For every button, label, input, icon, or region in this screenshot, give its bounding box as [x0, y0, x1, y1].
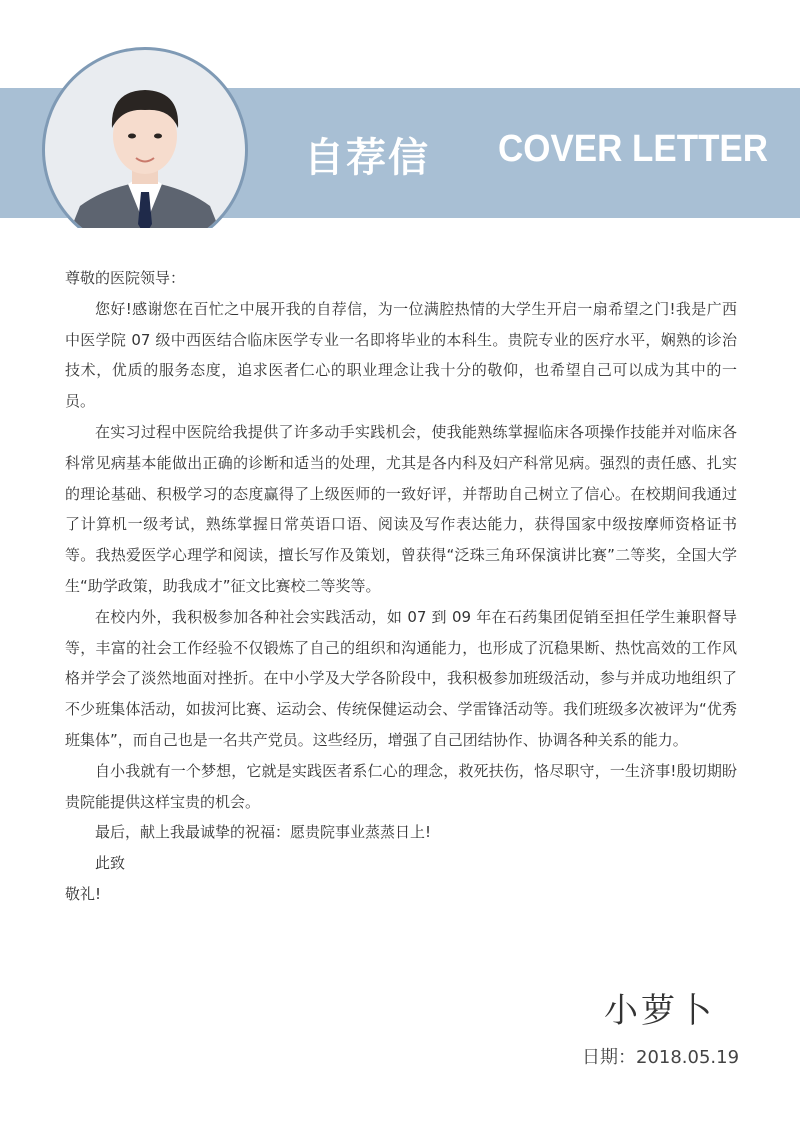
letter-paragraph: 自小我就有一个梦想，它就是实践医者系仁心的理念，救死扶伤，恪尽职守，一生济事!殷切期盼贵院能提供这样宝贵的机会。 — [65, 761, 737, 811]
letter-paragraph: 在实习过程中医院给我提供了许多动手实践机会，使我能熟练掌握临床各项操作技能并对临床各科常见病基本能做出正确的诊断和适当的处理，尤其是各内科及妇产科常见病。强烈的责任感、扎实的理论基础、积极学习的态度赢得了上级医师的一致好评，并帮助自己树立了信心。在校期间我通过了计算机一级考试，熟练掌握日常英语口语、阅读及写作表达能力，获得国家中级按摩师资格证书等。我热爱医学心理学和阅读，擅长写作及策划，曾获得“泛珠三角环保演讲比赛”二等奖，全国大学生“助学政策，助我成才”征文比赛校二等奖等。 — [65, 422, 737, 595]
letter-paragraph: 最后，献上我最诚挚的祝福：愿贵院事业蒸蒸日上! — [95, 823, 432, 842]
portrait-photo-icon — [40, 46, 250, 228]
closing-salute: 敬礼! — [65, 884, 102, 903]
letter-body — [65, 263, 737, 910]
signature-date: 日期：2018.05.19 — [582, 1047, 740, 1068]
page-title-english: COVER LETTER — [498, 128, 768, 170]
page-title-chinese: 自荐信 — [304, 135, 430, 181]
letter-paragraph: 您好!感谢您在百忙之中展开我的自荐信，为一位满腔热情的大学生开启一扇希望之门!我是广西中医学院 07 级中西医结合临床医学专业一名即将毕业的本科生。贵院专业的医疗水平，娴熟的诊治技术，优质的服务态度，追求医者仁心的职业理念让我十分的敬仰，也希望自己可以成为其中的一员。 — [65, 299, 737, 411]
signature-name: 小萝卜 — [604, 991, 715, 1031]
salutation: 尊敬的医院领导： — [65, 269, 186, 287]
letter-paragraph: 在校内外，我积极参加各种社会实践活动，如 07 到 09 年在石药集团促销至担任学生兼职督导等，丰富的社会工作经验不仅锻炼了自己的组织和沟通能力，也形成了沉稳果断、热忱高效的工作风格并学会了淡然地面对挫折。在中小学及大学各阶段中，我积极参加班级活动，参与并成功地组织了不少班集体活动，如拔河比赛、运动会、传统保健运动会、学雷锋活动等。我们班级多次被评为“优秀班集体”，而自己也是一名共产党员。这些经历，增强了自己团结协作、协调各种关系的能力。 — [65, 607, 737, 749]
letter-paragraph: 此致 — [95, 854, 126, 873]
avatar — [40, 46, 250, 228]
